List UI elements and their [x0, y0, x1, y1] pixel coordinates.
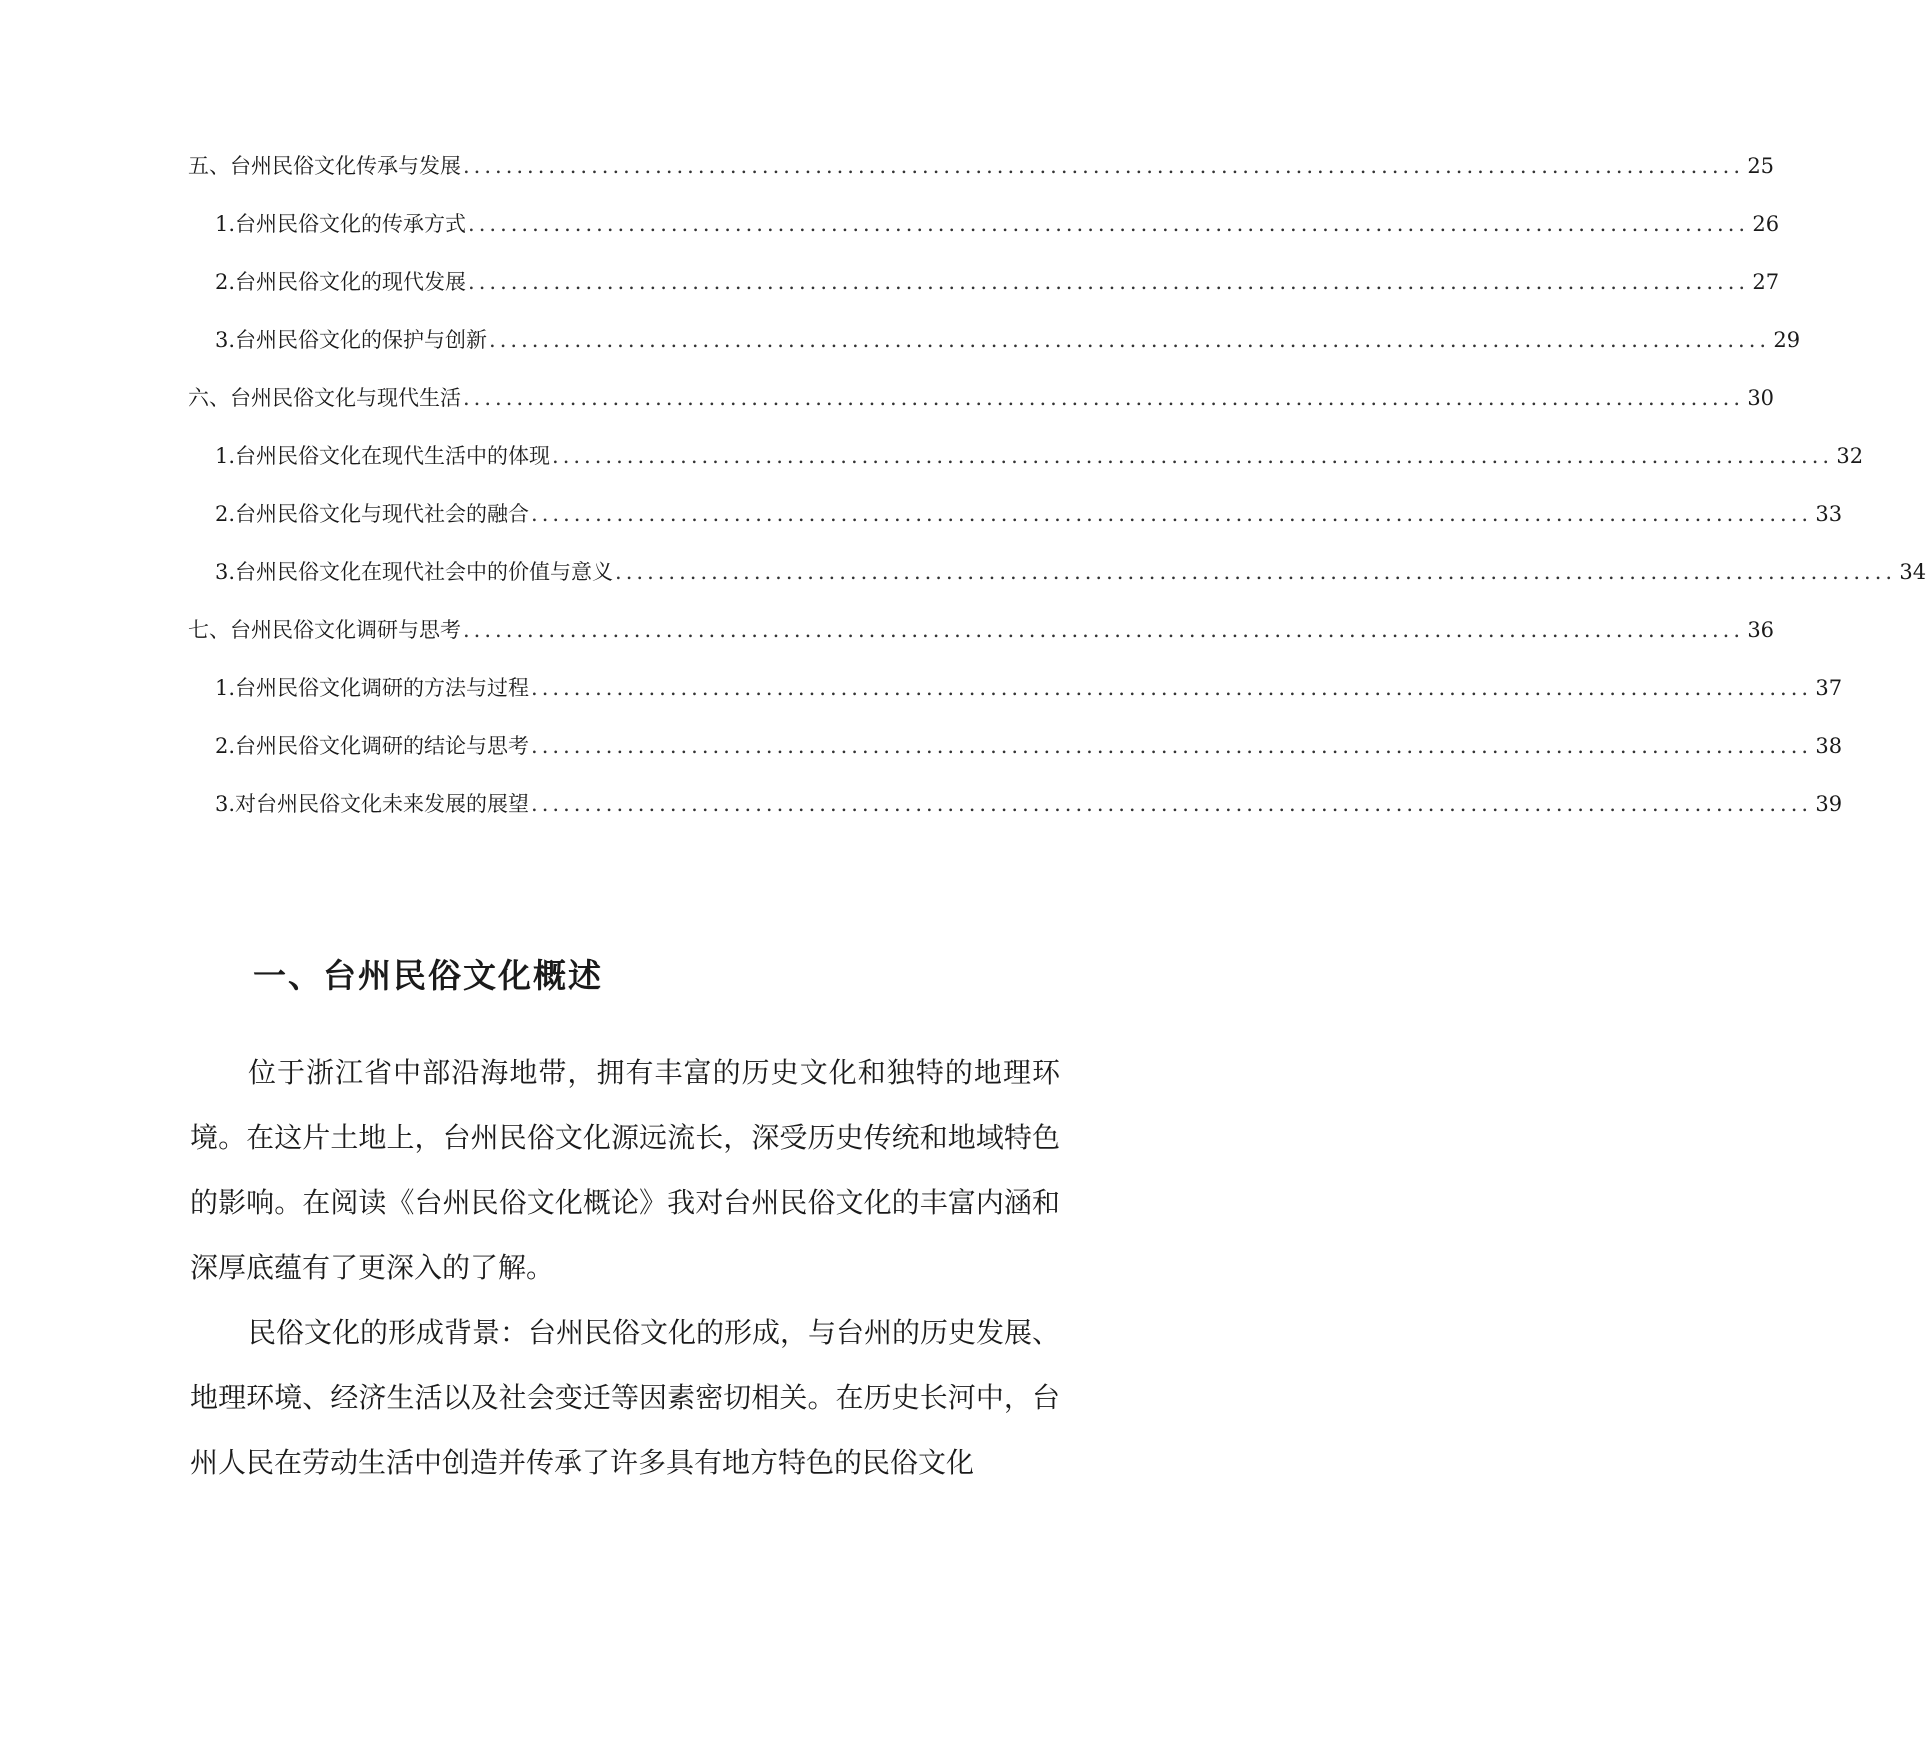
toc-entry-number: 2. [215, 270, 236, 294]
toc-entry-title: 六、台州民俗文化与现代生活 [188, 386, 461, 410]
toc-entry-page: 37 [1815, 676, 1843, 700]
toc-entry-title: 台州民俗文化的保护与创新 [235, 328, 488, 352]
toc-entry-title: 台州民俗文化调研的结论与思考 [235, 734, 530, 758]
toc-entry-title: 台州民俗文化在现代生活中的体现 [235, 444, 551, 468]
toc-entry-page: 36 [1747, 618, 1775, 642]
toc-leader-dots: ........................................................................................................................ [531, 676, 1813, 700]
toc-entry-number: 3. [215, 560, 236, 584]
toc-entry-number: 3. [215, 328, 236, 352]
toc-entry-page: 30 [1747, 386, 1775, 410]
toc-leader-dots: ........................................................................................................................ [552, 444, 1834, 468]
paragraph: 位于浙江省中部沿海地带，拥有丰富的历史文化和独特的地理环境。在这片土地上，台州民俗文化源远流长，深受历史传统和地域特色的影响。在阅读《台州民俗文化概论》我对台州民俗文化的丰富内涵和深厚底蕴有了更深入的了解。 [190, 1056, 1060, 1284]
toc-entry-number: 3. [215, 792, 236, 816]
toc-entry[interactable] [188, 612, 1775, 648]
toc-entry-page: 27 [1752, 270, 1780, 294]
toc-entry[interactable] [215, 728, 1843, 764]
toc-leader-dots: ........................................................................................................................ [531, 734, 1813, 758]
toc-leader-dots: ........................................................................................................................ [463, 386, 1745, 410]
toc-leader-dots: ........................................................................................................................ [463, 618, 1745, 642]
toc-entry[interactable] [215, 670, 1843, 706]
toc-entry-page: 25 [1747, 154, 1775, 178]
toc-entry[interactable] [188, 148, 1775, 184]
toc-leader-dots: ........................................................................................................................ [463, 154, 1745, 178]
toc-entry-page: 26 [1752, 212, 1780, 236]
toc-entry-number: 2. [215, 734, 236, 758]
toc-entry-page: 39 [1815, 792, 1843, 816]
toc-leader-dots: ........................................................................................................................ [531, 502, 1813, 526]
toc-entry[interactable] [215, 786, 1843, 822]
paragraph: 民俗文化的形成背景：台州民俗文化的形成，与台州的历史发展、地理环境、经济生活以及社会变迁等因素密切相关。在历史长河中，台州人民在劳动生活中创造并传承了许多具有地方特色的民俗文化 [190, 1316, 1061, 1479]
toc-entry[interactable] [215, 496, 1843, 532]
toc-leader-dots: ........................................................................................................................ [489, 328, 1771, 352]
toc-entry[interactable] [215, 554, 1926, 590]
toc-entry[interactable] [215, 438, 1864, 474]
toc-entry-title: 台州民俗文化调研的方法与过程 [235, 676, 530, 700]
toc-entry-title: 台州民俗文化与现代社会的融合 [235, 502, 530, 526]
toc-entry-number: 2. [215, 502, 236, 526]
toc-entry-page: 29 [1773, 328, 1801, 352]
toc-entry-page: 32 [1836, 444, 1864, 468]
toc-entry-number: 1. [215, 444, 236, 468]
toc-leader-dots: ........................................................................................................................ [468, 270, 1750, 294]
section-heading: 一、台州民俗文化概述 [253, 956, 603, 995]
toc-entry-title: 七、台州民俗文化调研与思考 [188, 618, 461, 642]
body-text [190, 1040, 1060, 1495]
toc-leader-dots: ........................................................................................................................ [468, 212, 1750, 236]
toc-entry-number: 1. [215, 212, 236, 236]
toc-entry-title: 台州民俗文化的传承方式 [235, 212, 467, 236]
toc-entry[interactable] [215, 264, 1780, 300]
toc-entry-page: 34 [1899, 560, 1926, 584]
toc-entry-title: 台州民俗文化在现代社会中的价值与意义 [235, 560, 614, 584]
toc-entry-page: 38 [1815, 734, 1843, 758]
toc-leader-dots: ........................................................................................................................ [531, 792, 1813, 816]
toc-entry-title: 五、台州民俗文化传承与发展 [188, 154, 461, 178]
toc-entry-title: 对台州民俗文化未来发展的展望 [235, 792, 530, 816]
toc-entry[interactable] [215, 322, 1801, 358]
toc-entry[interactable] [215, 206, 1780, 242]
toc-entry[interactable] [188, 380, 1775, 416]
toc-entry-title: 台州民俗文化的现代发展 [235, 270, 467, 294]
toc-entry-page: 33 [1815, 502, 1843, 526]
toc-entry-number: 1. [215, 676, 236, 700]
toc-leader-dots: ........................................................................................................................ [615, 560, 1897, 584]
